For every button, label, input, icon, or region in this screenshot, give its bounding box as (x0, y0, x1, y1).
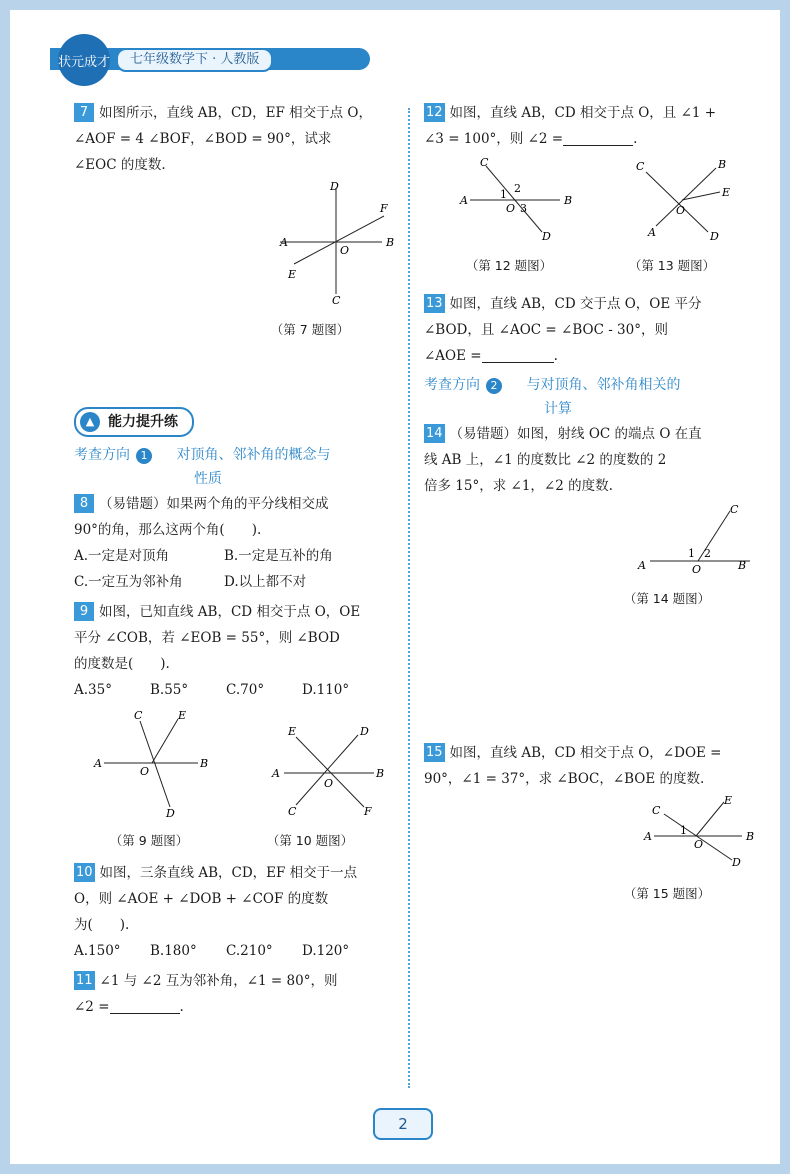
answer-blank[interactable] (482, 346, 554, 363)
fig15-angle-1: 1 (680, 824, 687, 837)
label-c: C (332, 294, 341, 307)
fig9-label-e: E (178, 709, 187, 722)
rocket-icon: ▲ (80, 412, 100, 432)
question-11: 11 ∠1 与 ∠2 互为邻补角，∠1 = 80°，则 ∠2 = . (74, 973, 338, 1015)
fig10-label-a: A (272, 767, 280, 780)
question-8: 8 （易错题）如果两个角的平分线相交成 90°的角，那么这两个角( ). A.一定是对顶角 B.一定是互补的角 C.一定互为邻补角 D.以上都不对 (74, 491, 396, 595)
option-a: A.一定是对顶角 (74, 548, 170, 564)
book-title: 七年级数学下 · 人教版 (116, 48, 273, 72)
fig14-angle-2: 2 (704, 547, 711, 560)
fig14-label-o: O (692, 563, 702, 576)
fig12-label-b: B (564, 194, 573, 207)
question-13: 13 如图，直线 AB，CD 交于点 O，OE 平分 ∠BOD，且 ∠AOC = ∠BOC - 30°，则 ∠AOE = . (424, 296, 702, 364)
question-12: 12 如图，直线 AB，CD 相交于点 O，且 ∠1 + ∠3 = 100°，则 ∠2 = . (424, 105, 717, 147)
fig15-label-e: E (724, 794, 733, 807)
option-c: C.一定互为邻补角 (74, 574, 183, 590)
topic-2: 考查方向 2 与对顶角、邻补角相关的 计算 (424, 377, 681, 417)
fig13-label-c: C (636, 160, 645, 173)
fig14-label-c: C (730, 503, 739, 516)
page-header (10, 10, 780, 85)
figure-14 (424, 503, 750, 575)
fig15-label-c: C (652, 804, 661, 817)
question-15: 15 如图，直线 AB，CD 相交于点 O，∠DOE = 90°，∠1 = 37°，求 ∠BOC，∠BOE 的度数. (424, 745, 722, 787)
fig10-label-b: B (376, 767, 385, 780)
label-f: F (380, 202, 388, 215)
page-number: 2 (373, 1108, 433, 1140)
option-c: C.70° (226, 682, 265, 698)
right-column (424, 100, 755, 907)
option-b: B.55° (150, 682, 189, 698)
brand-logo: 状元成才 (58, 34, 110, 86)
fig12-label-c: C (480, 156, 489, 169)
label-o: O (340, 244, 350, 257)
label-a: A (280, 236, 288, 249)
fig13-label-d: D (710, 230, 719, 243)
fig13-label-b: B (718, 158, 727, 171)
question-7: 7 如图所示，直线 AB，CD，EF 相交于点 O， ∠AOF = 4 ∠BOF，∠BOD = 90°，试求 ∠EOC 的度数. (74, 105, 372, 173)
figure-15 (424, 794, 755, 869)
fig10-label-e: E (288, 725, 297, 738)
fig9-label-b: B (200, 757, 209, 770)
topic-1: 考查方向 1 对顶角、邻补角的概念与 性质 (74, 447, 331, 487)
fig15-label-d: D (732, 856, 741, 869)
fig12-label-a: A (460, 194, 468, 207)
fig12-label-d: D (542, 230, 551, 243)
fig14-label-a: A (638, 559, 646, 572)
fig12-label-o: O (506, 202, 516, 215)
option-d: D.110° (302, 682, 350, 698)
fig15-label-o: O (694, 838, 704, 851)
fig9-label-o: O (140, 765, 150, 778)
fig12-angle-3: 3 (520, 202, 527, 215)
fig10-label-f: F (364, 805, 372, 818)
fig15-label-b: B (746, 830, 755, 843)
fig10-label-o: O (324, 777, 334, 790)
caption-7: （第 7 题图） (270, 322, 350, 337)
fig13-label-e: E (722, 186, 731, 199)
question-number: 7 (74, 103, 94, 122)
fig10-label-d: D (360, 725, 369, 738)
answer-blank[interactable] (110, 997, 180, 1014)
workbook-page (10, 10, 780, 1164)
option-a: A.35° (74, 682, 112, 698)
captions-9-10: （第 9 题图） （第 10 题图） (109, 833, 354, 848)
answer-blank[interactable] (563, 129, 633, 146)
option-d: D.120° (302, 943, 350, 959)
label-b: B (386, 236, 395, 249)
fig12-angle-1: 1 (500, 188, 507, 201)
fig14-angle-1: 1 (688, 547, 695, 560)
fig9-label-a: A (94, 757, 102, 770)
left-column (74, 100, 396, 1024)
captions-12-13: （第 12 题图） （第 13 题图） (465, 258, 716, 273)
option-a: A.150° (74, 943, 121, 959)
fig15-label-a: A (644, 830, 652, 843)
question-10: 10 如图，三条直线 AB，CD，EF 相交于一点 O，则 ∠AOE + ∠DOB + ∠COF 的度数 为( ). A.150° B.180° C.210° D.120° (74, 860, 396, 964)
question-14: 14 （易错题）如图，射线 OC 的端点 O 在直 线 AB 上，∠1 的度数比 ∠2 的度数的 2 倍多 15°，求 ∠1，∠2 的度数. (424, 426, 702, 494)
label-e: E (288, 268, 297, 281)
option-d: D.以上都不对 (224, 574, 307, 590)
caption-14: （第 14 题图） (623, 591, 711, 606)
option-b: B.一定是互补的角 (224, 548, 333, 564)
caption-15: （第 15 题图） (623, 886, 711, 901)
fig10-label-c: C (288, 805, 297, 818)
fig9-label-c: C (134, 709, 143, 722)
fig13-label-o: O (676, 204, 686, 217)
fig12-angle-2: 2 (514, 182, 521, 195)
fig9-label-d: D (166, 807, 175, 820)
section-heading: ▲ 能力提升练 (74, 407, 194, 437)
label-d: D (330, 180, 339, 193)
fig13-label-a: A (648, 226, 656, 239)
option-b: B.180° (150, 943, 197, 959)
option-c: C.210° (226, 943, 273, 959)
figure-7 (74, 180, 396, 307)
figures-9-10 (74, 707, 396, 819)
figures-12-13 (424, 156, 750, 244)
question-9: 9 如图，已知直线 AB，CD 相交于点 O，OE 平分 ∠COB，若 ∠EOB = 55°，则 ∠BOD 的度数是( ). A.35° B.55° C.70° D.110° (74, 599, 396, 703)
fig14-label-b: B (738, 559, 747, 572)
column-divider (408, 108, 411, 1088)
